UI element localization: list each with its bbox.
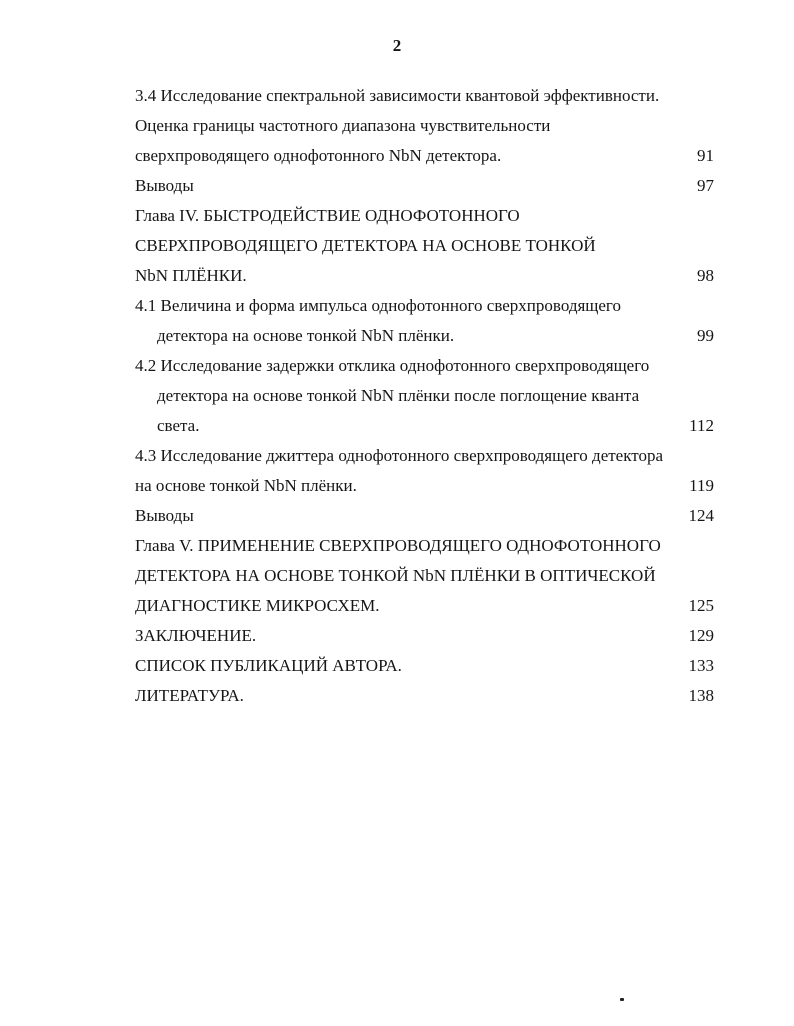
toc-page-number: 124 <box>688 506 714 525</box>
toc-line: ДИАГНОСТИКЕ МИКРОСХЕМ. <box>135 596 380 615</box>
toc-line: 4.2 Исследование задержки отклика однофотонного сверхпроводящего <box>135 356 650 375</box>
toc-line: Выводы <box>135 506 194 525</box>
toc-line: детектора на основе тонкой NbN плёнки после поглощение кванта <box>157 386 640 405</box>
toc-page-number: 112 <box>689 416 714 435</box>
toc-line: ЛИТЕРАТУРА. <box>135 686 244 705</box>
toc-page-number: 99 <box>697 326 714 345</box>
toc-line: на основе тонкой NbN плёнки. <box>135 476 357 495</box>
scan-speck <box>620 998 624 1001</box>
toc-page-number: 133 <box>688 656 714 675</box>
page-number: 2 <box>392 36 402 55</box>
toc-line: света. <box>157 416 200 435</box>
toc-line: 4.3 Исследование джиттера однофотонного сверхпроводящего детектора <box>135 446 663 465</box>
toc-line: 4.1 Величина и форма импульса однофотонного сверхпроводящего <box>135 296 621 315</box>
toc-page-number: 98 <box>697 266 714 285</box>
toc-line: Оценка границы частотного диапазона чувствительности <box>135 116 551 135</box>
toc-line: 3.4 Исследование спектральной зависимости квантовой эффективности. <box>135 86 660 105</box>
toc-line: ЗАКЛЮЧЕНИЕ. <box>135 626 257 645</box>
toc-line: СПИСОК ПУБЛИКАЦИЙ АВТОРА. <box>135 656 402 675</box>
toc-line: Глава IV. БЫСТРОДЕЙСТВИЕ ОДНОФОТОННОГО <box>135 206 520 225</box>
toc-line: Выводы <box>135 176 194 195</box>
toc-page-number: 119 <box>689 476 714 495</box>
toc-page-number: 91 <box>697 146 714 165</box>
toc-line: Глава V. ПРИМЕНЕНИЕ СВЕРХПРОВОДЯЩЕГО ОДНОФОТОННОГО <box>135 536 661 555</box>
toc-page-number: 138 <box>688 686 714 705</box>
toc-page-number: 125 <box>688 596 714 615</box>
toc-page-number: 97 <box>697 176 714 195</box>
toc-line: ДЕТЕКТОРА НА ОСНОВЕ ТОНКОЙ NbN ПЛЁНКИ В ОПТИЧЕСКОЙ <box>135 566 656 585</box>
toc-line: детектора на основе тонкой NbN плёнки. <box>157 326 455 345</box>
toc-page-number: 129 <box>688 626 714 645</box>
toc-line: СВЕРХПРОВОДЯЩЕГО ДЕТЕКТОРА НА ОСНОВЕ ТОНКОЙ <box>135 236 596 255</box>
toc-line: сверхпроводящего однофотонного NbN детектора. <box>135 146 502 165</box>
toc-line: NbN ПЛЁНКИ. <box>135 266 247 285</box>
